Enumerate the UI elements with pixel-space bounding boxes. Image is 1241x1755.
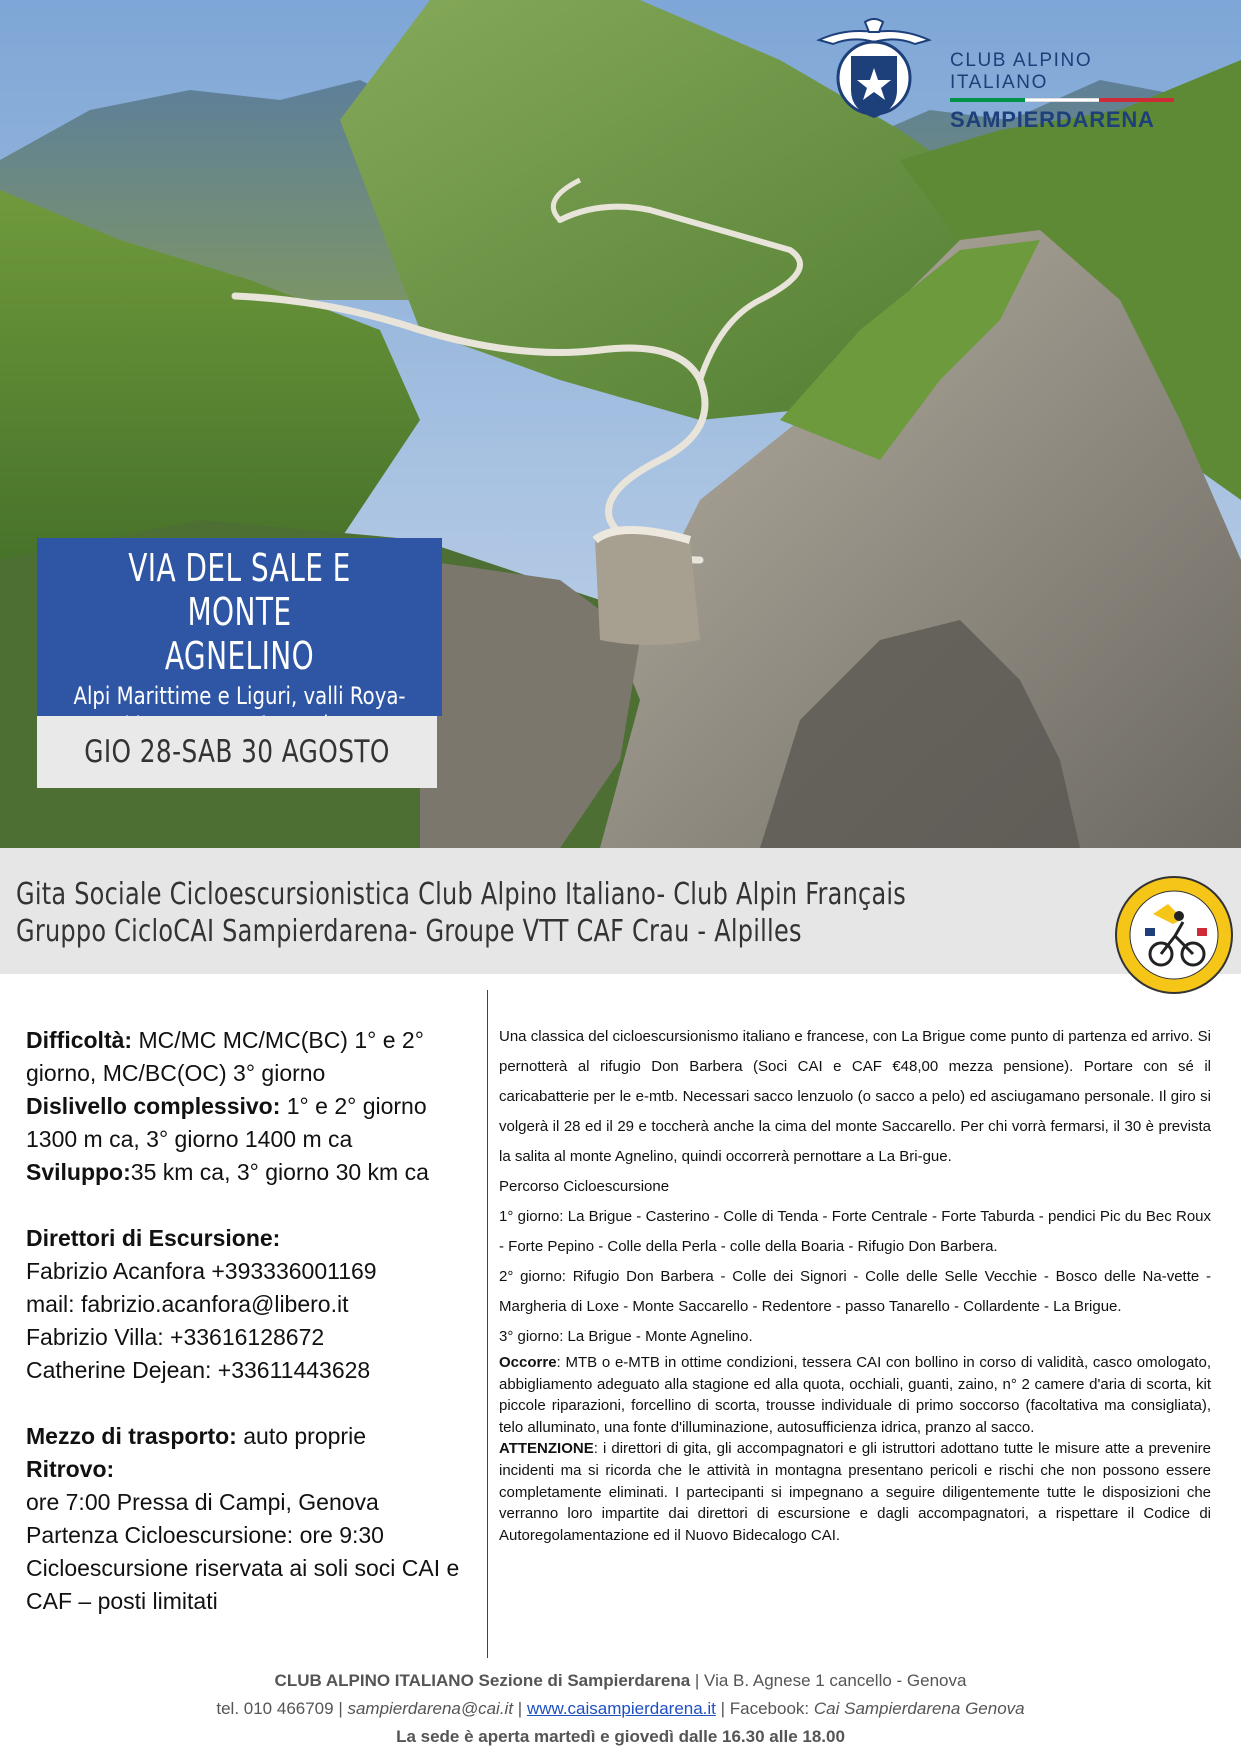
footer-website-link[interactable]: www.caisampierdarena.it xyxy=(526,1699,716,1718)
difficulty: Difficoltà: MC/MC MC/MC(BC) 1° e 2° giorno, MC/BC(OC) 3° giorno xyxy=(26,1027,424,1086)
equipment-paragraph: Occorre: MTB o e-MTB in ottime condizioni, tessera CAI con bollino in corso di validità, casco omologato, abbigliamento adeguato alla stagione ed alla quota, occhiali, guanti, zaino, n° 2 camere d'aria di scorta, kit piccole riparazioni, forcellino di scorta, trousse individuale di primo soccorso (facoltativa ma consigliata), telo alluminato, una fonte d'illuminazione, autosufficienza idrica, pranzo al sacco. xyxy=(499,1354,1211,1436)
cai-eagle-emblem-icon xyxy=(815,18,933,126)
trip-details xyxy=(26,1024,466,1618)
footer-email[interactable]: sampierdarena@cai.it xyxy=(347,1699,514,1718)
event-title-box xyxy=(37,538,442,716)
route-day-1: 1° giorno: La Brigue - Casterino - Colle di Tenda - Forte Centrale - Forte Taburda - pendici Pic du Bec Roux - Forte Pepino - Colle della Perla - colle della Boaria - Rifugio Don Barbera. xyxy=(499,1208,1211,1255)
transport: Mezzo di trasporto: auto proprie xyxy=(26,1423,366,1449)
meeting-heading: Ritrovo: xyxy=(26,1456,115,1482)
warning-paragraph: ATTENZIONE: i direttori di gita, gli accompagnatori e gli istruttori adottano tutte le misure atte a prevenire incidenti ma si ricorda che le attività in montagna presentano pericoli e rischi che non possono essere completamente eliminati. I partecipanti si impegnano a seguire diligentemente tutte le disposizioni che verranno loro impartite dai direttori di escursione e dagli accompagnatori, a rispettare il Codice di Autoregolamentazione ed il Nuovo Bidecalogo CAI. xyxy=(499,1440,1211,1544)
trip-length: Sviluppo:35 km ca, 3° giorno 30 km ca xyxy=(26,1159,429,1185)
trip-description xyxy=(499,1022,1211,1546)
director-2: Fabrizio Villa: +33616128672 xyxy=(26,1324,325,1350)
reserved-notice: Cicloescursione riservata ai soli soci CAI e CAF – posti limitati xyxy=(26,1555,460,1614)
footer xyxy=(0,1667,1241,1751)
org-name-line1: CLUB ALPINO ITALIANO xyxy=(950,50,1093,93)
organizers-text xyxy=(16,876,1016,950)
route-title: Percorso Cicloescursione xyxy=(499,1178,670,1195)
event-date-box xyxy=(37,716,437,788)
ciclocai-logo xyxy=(1113,874,1235,996)
event-date: GIO 28-SAB 30 AGOSTO xyxy=(84,734,390,770)
intro-paragraph: Una classica del cicloescursionismo italiano e francese, con La Brigue come punto di partenza ed arrivo. Si pernotterà al rifugio Don Barbera (Soci CAI e CAF €48,00 mezza pensione). Portare con sé il caricabatterie per le e-mtb. Necessari sacco lenzuolo (o sacco a pelo) ed asciugamano personale. Il giro si volgerà il 28 ed il 29 e toccherà anche la cima del monte Saccarello. Per chi vorrà fermarsi, il 30 è prevista la salita al monte Agnelino, quindi occorrerà pernottare a La Bri-gue. xyxy=(499,1028,1211,1165)
organizers-band xyxy=(0,848,1241,974)
cai-logo xyxy=(815,18,933,126)
org-name-line2: SAMPIERDARENA xyxy=(950,107,1155,132)
footer-facebook[interactable]: Cai Sampierdarena Genova xyxy=(813,1699,1025,1718)
footer-opening-hours: La sede è aperta martedì e giovedì dalle 16.30 alle 18.00 xyxy=(396,1727,845,1746)
footer-address-line: CLUB ALPINO ITALIANO Sezione di Sampierdarena | Via B. Agnese 1 cancello - Genova xyxy=(274,1671,967,1690)
meeting-point: ore 7:00 Pressa di Campi, Genova xyxy=(26,1489,379,1515)
italian-flag-stripe xyxy=(950,98,1174,102)
route-day-3: 3° giorno: La Brigue - Monte Agnelino. xyxy=(499,1328,753,1345)
route-day-2: 2° giorno: Rifugio Don Barbera - Colle dei Signori - Colle delle Selle Vecchie - Bosco delle Na-vette - Margheria di Loxe - Monte Saccarello - Redentore - passo Tanarello - Collardente - La Brigue. xyxy=(499,1268,1211,1315)
directors-heading: Direttori di Escursione: xyxy=(26,1225,281,1251)
event-title: VIA DEL SALE E MONTE AGNELINO xyxy=(128,546,351,678)
footer-contacts-line: tel. 010 466709 | sampierdarena@cai.it | www.caisampierdarena.it | Facebook: Cai Sampierdarena Genova xyxy=(216,1699,1025,1718)
director-1: Fabrizio Acanfora +393336001169 xyxy=(26,1258,377,1284)
cai-sampierdarena-name xyxy=(950,50,1180,133)
column-divider xyxy=(487,990,488,1658)
start-time: Partenza Cicloescursione: ore 9:30 xyxy=(26,1522,384,1548)
director-1-mail: mail: fabrizio.acanfora@libero.it xyxy=(26,1291,349,1317)
director-3: Catherine Dejean: +33611443628 xyxy=(26,1357,371,1383)
event-subtitle: Alpi Marittime e Liguri, valli Roya- xyxy=(73,682,406,710)
organizers-line2: Gruppo CicloCAI Sampierdarena- Groupe VTT CAF Crau - Alpilles xyxy=(16,914,802,949)
ciclocai-cyclist-badge-icon xyxy=(1113,874,1235,996)
elevation-gain: Dislivello complessivo: 1° e 2° giorno 1300 m ca, 3° giorno 1400 m ca xyxy=(26,1093,427,1152)
organizers-line1: Gita Sociale Cicloescursionistica Club Alpino Italiano- Club Alpin Français xyxy=(16,877,907,912)
